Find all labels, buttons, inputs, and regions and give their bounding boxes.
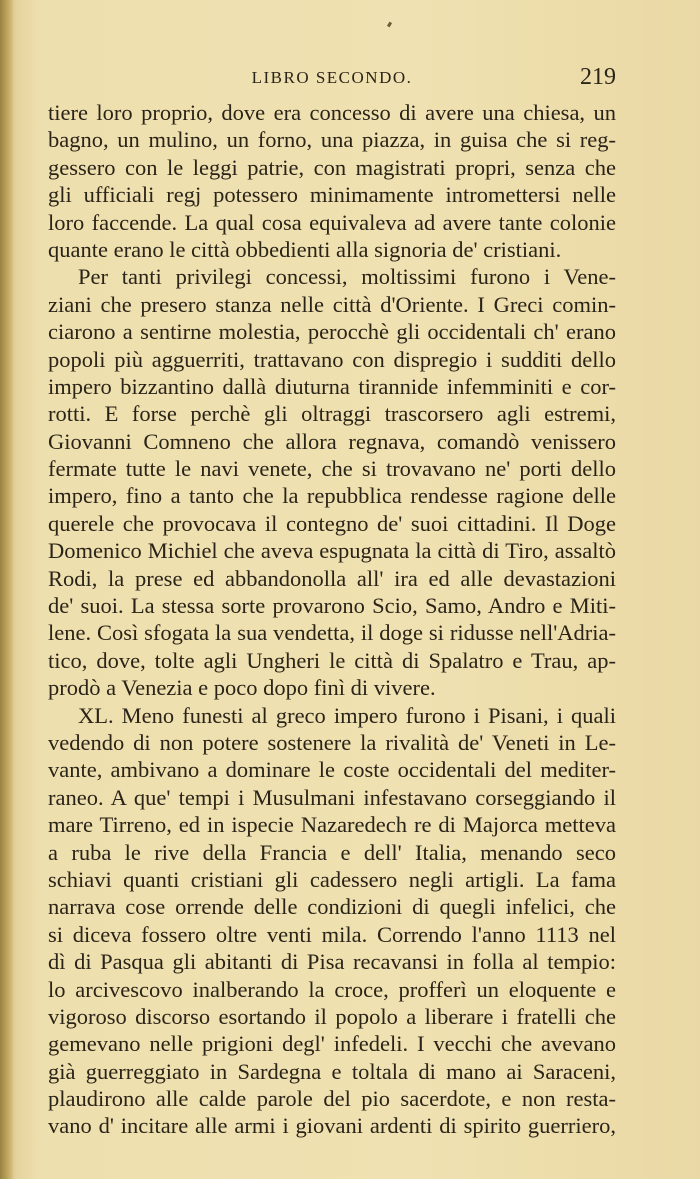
text-line: si diceva fossero oltre venti mila. Correndo l'anno 1113 nel [48, 921, 616, 947]
text-line: gessero con le leggi patrie, con magistrati propri, senza che [48, 154, 616, 180]
text-line: rotti. E forse perchè gli oltraggi trascorsero agli estremi, [48, 401, 616, 427]
text-line: Per tanti privilegi concessi, moltissimi furono i Vene- [78, 264, 616, 290]
text-line: XL. Meno funesti al greco impero furono i Pisani, i quali [78, 702, 616, 728]
text-line: vigoroso discorso esortando il popolo a liberare i fratelli che [48, 1003, 616, 1029]
text-line: dì di Pasqua gli abitanti di Pisa recavansi in folla al tempio: [48, 949, 616, 975]
page-binding-edge [0, 0, 14, 1179]
text-line: tico, dove, tolte agli Ungheri le città di Spalatro e Trau, ap- [48, 647, 616, 673]
text-line: impero, fino a tanto che la repubblica rendesse ragione delle [48, 483, 616, 509]
text-line: plaudirono alle calde parole del pio sacerdote, e non resta- [48, 1086, 616, 1112]
text-line: loro faccende. La qual cosa equivaleva ad avere tante colonie [48, 209, 616, 235]
running-head: LIBRO SECONDO. [251, 68, 413, 87]
text-line: Domenico Michiel che aveva espugnata la città di Tiro, assaltò [48, 538, 616, 564]
text-line: querele che provocava il contegno de' suoi cittadini. Il Doge [48, 510, 616, 536]
text-line: ciarono a sentirne molestia, perocchè gli occidentali ch' erano [48, 319, 616, 345]
text-line: impero bizzantino dallà diuturna tirannide infemminiti e cor- [48, 373, 616, 399]
text-line: vante, ambivano a dominare le coste occidentali del mediter- [48, 757, 616, 783]
text-line: lene. Così sfogata la sua vendetta, il doge si ridusse nell'Adria- [48, 620, 616, 646]
text-line: vano d' incitare alle armi i giovani ardenti di spirito guerriero, [48, 1113, 616, 1139]
text-line: Giovanni Comneno che allora regnava, comandò venissero [48, 428, 616, 454]
text-line: mare Tirreno, ed in ispecie Nazaredech re di Majorca metteva [48, 812, 616, 838]
text-line: già guerreggiato in Sardegna e toltala di mano ai Saraceni, [48, 1058, 616, 1084]
body-text [48, 99, 616, 1140]
text-line: narrava cose orrende delle condizioni di quegli infelici, che [48, 894, 616, 920]
text-line: Rodi, la prese ed abbandonolla all' ira ed alle devastazioni [48, 565, 616, 591]
text-line: tiere loro proprio, dove era concesso di avere una chiesa, un [48, 100, 616, 125]
text-line: quante erano le città obbedienti alla signoria de' cristiani. [48, 236, 562, 262]
text-line: popoli più agguerriti, trattavano con dispregio i sudditi dello [48, 346, 616, 372]
text-line: prodò a Venezia e poco dopo finì di vivere. [48, 675, 436, 701]
page-header [48, 64, 616, 94]
text-line: schiavi quanti cristiani gli cadessero negli artigli. La fama [48, 866, 616, 892]
text-line: bagno, un mulino, un forno, una piazza, in guisa che si reg- [48, 127, 616, 153]
text-line: lo arcivescovo inalberando la croce, profferì un eloquente e [48, 976, 616, 1002]
text-line: a ruba le rive della Francia e dell' Italia, menando seco [48, 839, 616, 865]
text-line: de' suoi. La stessa sorte provarono Scio, Samo, Andro e Miti- [48, 593, 616, 619]
page-number: 219 [580, 64, 616, 90]
text-line: vedendo di non potere sostenere la rivalità de' Veneti in Le- [48, 729, 616, 755]
text-line: raneo. A que' tempi i Musulmani infestavano corseggiando il [48, 784, 616, 810]
text-line: gli ufficiali regj potessero minimamente intromettersi nelle [48, 182, 616, 208]
text-line: fermate tutte le navi venete, che si trovavano ne' porti dello [48, 456, 616, 482]
ink-speck [387, 22, 392, 28]
text-line: ziani che presero stanza nelle città d'Oriente. I Greci comin- [48, 291, 616, 317]
text-line: gemevano nelle prigioni degl' infedeli. I vecchi che avevano [48, 1031, 616, 1057]
